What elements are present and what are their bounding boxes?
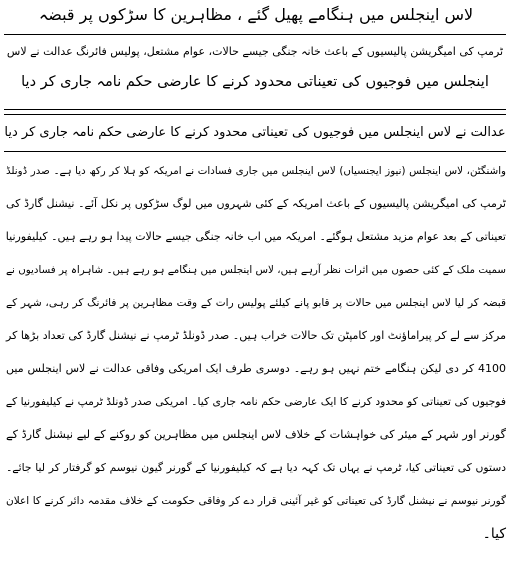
body-line: واشنگٹن، لاس اینجلس (نیوز ایجنسیاں) لاس اینجلس میں جاری فسادات نے امریکہ کو ہلا کر رکھ دیا ہے۔ صدر ڈونلڈ: [6, 165, 506, 177]
body-line: قبضہ کر لیا لاس اینجلس میں حالات پر قابو پانے کیلئے پولیس رات کے وقت مظاہرین پر فائرنگ کر رہی، شہر کے: [6, 297, 506, 309]
body-line: گورنر اور شہر کے میئر کی خواہشات کے خلاف لاس اینجلس میں مظاہرین کو روکنے کے لیے نیشنل گارڈ کے: [6, 428, 506, 441]
headline: لاس اینجلس میں ہنگامے پھیل گئے ، مظاہرین کا سڑکوں پر قبضہ: [38, 5, 474, 24]
body-line: مرکز سے لے کر پیراماؤنٹ اور کامپٹن تک حالات خراب ہیں۔ صدر ڈونلڈ ٹرمپ نے نیشنل گارڈ کی تعداد بڑھا کر: [6, 329, 506, 342]
secondary-subheadline-box: [4, 114, 506, 152]
body-line: سمیت ملک کے کئی حصوں میں اثرات نظر آرہے ہیں، لاس اینجلس میں ہنگامے ہو رہے ہیں۔ شاہراہ پر فسادیوں نے: [6, 264, 506, 276]
subheadline-box: [4, 34, 506, 110]
body-line: فوجیوں کی تعیناتی کو محدود کرنے کا ایک عارضی حکم نامہ جاری کیا۔ امریکی صدر ڈونلڈ ٹرمپ نے کیلیفورنیا کے: [5, 395, 506, 408]
subheadline-line-2: اینجلس میں فوجیوں کی تعیناتی محدود کرنے کا عارضی حکم نامہ جاری کر دیا: [21, 74, 489, 90]
secondary-subheadline: عدالت نے لاس اینجلس میں فوجیوں کی تعیناتی محدود کرنے کا عارضی حکم نامہ جاری کر دیا: [4, 125, 506, 140]
body-line: دستوں کی تعیناتی کیا، ٹرمپ نے یہاں تک کہہ دیا ہے کہ کیلیفورنیا کے گورنر گیون نیوسم کو گرفتار کر لیا جائے۔: [6, 461, 506, 474]
body-line: ٹرمپ کی امیگریشن پالیسیوں کے باعث امریکہ کے کئی شہروں میں لوگ سڑکوں پر نکل آئے۔ نیشنل گارڈ کی: [6, 197, 506, 210]
body-line: تعیناتی کے بعد عوام مزید مشتعل ہوگئے۔ امریکہ میں اب خانہ جنگی جیسے حالات پیدا ہو رہے ہیں۔ کیلیفورنیا: [5, 230, 506, 243]
body-line: گورنر نیوسم نے نیشنل گارڈ کی تعیناتی کو غیر آئینی قرار دے کر وفاقی حکومت کے خلاف مقدمہ دائر کرنے کا اعلان: [6, 495, 506, 507]
subheadline-line-1: ٹرمپ کی امیگریشن پالیسیوں کے باعث خانہ جنگی جیسے حالات، عوام مشتعل، پولیس فائرنگ عدالت نے لاس: [6, 45, 504, 58]
body-line-final: کیا۔: [482, 526, 506, 542]
body-line: 4100 کر دی لیکن ہنگامے ختم نہیں ہو رہے۔ دوسری طرف ایک امریکی وفاقی عدالت نے لاس اینجلس میں: [6, 362, 506, 375]
